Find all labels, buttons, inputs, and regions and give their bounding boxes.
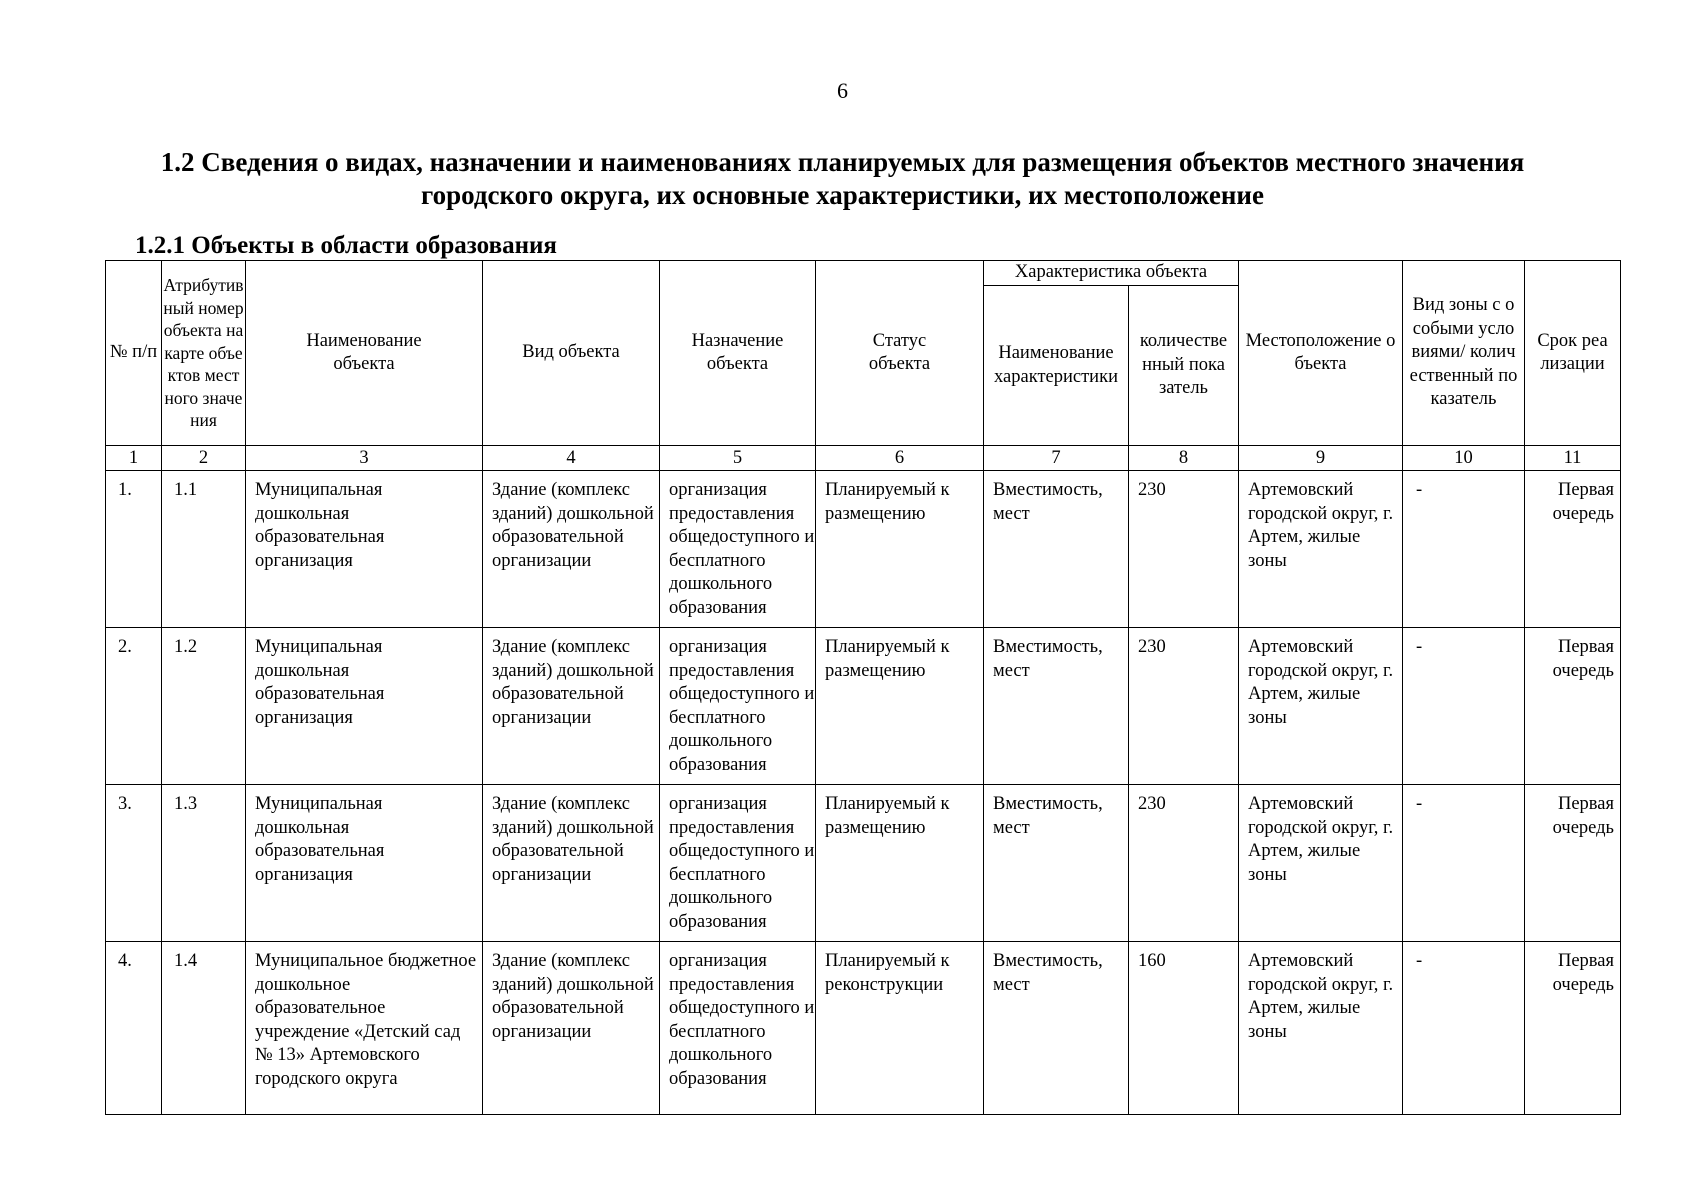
cell-zone: - <box>1403 942 1525 1115</box>
column-number: 6 <box>816 446 984 471</box>
cell-char-value: 230 <box>1129 785 1239 942</box>
cell-attr: 1.3 <box>162 785 246 942</box>
cell-purpose: организация предоставления общедоступного и бесплатного дошкольного образования <box>660 785 816 942</box>
cell-kind: Здание (комплекс зданий) дошкольной образовательной организации <box>483 471 660 628</box>
cell-location: Артемовский городской округ, г. Артем, жилые зоны <box>1239 628 1403 785</box>
cell-attr: 1.2 <box>162 628 246 785</box>
cell-name: Муниципальная дошкольная образовательная организация <box>246 628 483 785</box>
cell-status: Планируемый к размещению <box>816 471 984 628</box>
cell-char-value: 160 <box>1129 942 1239 1115</box>
cell-term: Первая очередь <box>1525 628 1621 785</box>
header-char-value: количественный показатель <box>1129 286 1239 446</box>
column-number: 5 <box>660 446 816 471</box>
cell-location: Артемовский городской округ, г. Артем, жилые зоны <box>1239 942 1403 1115</box>
cell-num: 2. <box>106 628 162 785</box>
header-char-name: Наименование характеристики <box>984 286 1129 446</box>
objects-table <box>105 260 1621 1115</box>
header-status: Статус объекта <box>816 261 984 446</box>
header-row-1 <box>106 261 1621 286</box>
cell-location: Артемовский городской округ, г. Артем, жилые зоны <box>1239 471 1403 628</box>
column-number: 11 <box>1525 446 1621 471</box>
section-title-line-1: 1.2 Сведения о видах, назначении и наименованиях планируемых для размещения объектов местного значения <box>160 147 1525 177</box>
cell-attr: 1.1 <box>162 471 246 628</box>
column-numbers-row <box>106 446 1621 471</box>
cell-num: 3. <box>106 785 162 942</box>
header-zone: Вид зоны с особыми условиями/ количественный показатель <box>1403 261 1525 446</box>
cell-attr: 1.4 <box>162 942 246 1115</box>
cell-status: Планируемый к размещению <box>816 785 984 942</box>
cell-char-name: Вместимость, мест <box>984 471 1129 628</box>
column-number: 3 <box>246 446 483 471</box>
column-number: 2 <box>162 446 246 471</box>
header-term: Срок реализации <box>1525 261 1621 446</box>
table-row <box>106 942 1621 1115</box>
subsection-title: 1.2.1 Объекты в области образования <box>135 232 557 259</box>
cell-char-name: Вместимость, мест <box>984 942 1129 1115</box>
cell-name: Муниципальная дошкольная образовательная организация <box>246 785 483 942</box>
cell-zone: - <box>1403 471 1525 628</box>
cell-num: 1. <box>106 471 162 628</box>
cell-name: Муниципальное бюджетное дошкольное образовательное учреждение «Детский сад № 13» Артемовского городского округа <box>246 942 483 1115</box>
cell-kind: Здание (комплекс зданий) дошкольной образовательной организации <box>483 785 660 942</box>
cell-num: 4. <box>106 942 162 1115</box>
cell-char-name: Вместимость, мест <box>984 628 1129 785</box>
cell-purpose: организация предоставления общедоступного и бесплатного дошкольного образования <box>660 471 816 628</box>
column-number: 8 <box>1129 446 1239 471</box>
header-location: Местоположение объекта <box>1239 261 1403 446</box>
cell-name: Муниципальная дошкольная образовательная организация <box>246 471 483 628</box>
cell-location: Артемовский городской округ, г. Артем, жилые зоны <box>1239 785 1403 942</box>
cell-char-value: 230 <box>1129 471 1239 628</box>
table-row <box>106 628 1621 785</box>
column-number: 9 <box>1239 446 1403 471</box>
cell-zone: - <box>1403 628 1525 785</box>
column-number: 7 <box>984 446 1129 471</box>
cell-term: Первая очередь <box>1525 785 1621 942</box>
cell-purpose: организация предоставления общедоступного и бесплатного дошкольного образования <box>660 628 816 785</box>
cell-zone: - <box>1403 785 1525 942</box>
header-attr: Атрибутивный номер объекта на карте объектов местного значения <box>162 261 246 446</box>
header-purpose: Назначение объекта <box>660 261 816 446</box>
header-name: Наименование объекта <box>246 261 483 446</box>
page-number: 6 <box>837 78 848 103</box>
column-number: 1 <box>106 446 162 471</box>
header-kind: Вид объекта <box>483 261 660 446</box>
section-title-line-2: городского округа, их основные характеристики, их местоположение <box>421 180 1264 210</box>
header-num: № п/п <box>106 261 162 446</box>
cell-kind: Здание (комплекс зданий) дошкольной образовательной организации <box>483 628 660 785</box>
cell-purpose: организация предоставления общедоступного и бесплатного дошкольного образования <box>660 942 816 1115</box>
section-title <box>115 146 1570 212</box>
cell-status: Планируемый к реконструкции <box>816 942 984 1115</box>
cell-term: Первая очередь <box>1525 942 1621 1115</box>
table-row <box>106 471 1621 628</box>
table-row <box>106 785 1621 942</box>
cell-status: Планируемый к размещению <box>816 628 984 785</box>
cell-kind: Здание (комплекс зданий) дошкольной образовательной организации <box>483 942 660 1115</box>
cell-char-name: Вместимость, мест <box>984 785 1129 942</box>
header-characteristic: Характеристика объекта <box>984 261 1239 286</box>
cell-char-value: 230 <box>1129 628 1239 785</box>
cell-term: Первая очередь <box>1525 471 1621 628</box>
column-number: 4 <box>483 446 660 471</box>
column-number: 10 <box>1403 446 1525 471</box>
